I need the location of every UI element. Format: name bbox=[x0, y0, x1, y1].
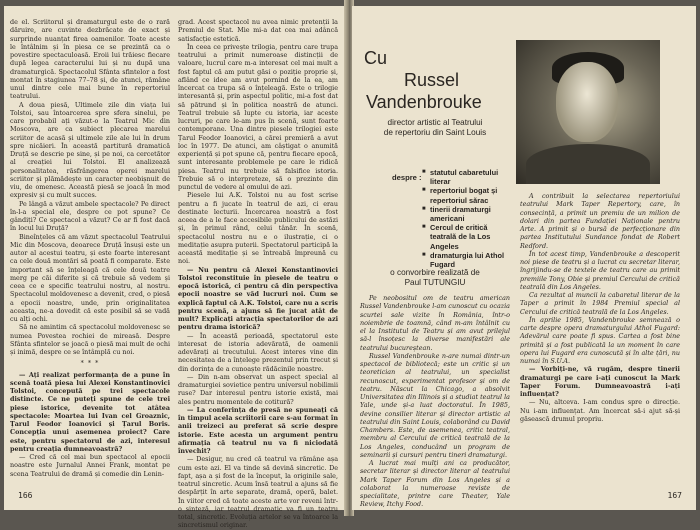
title-word-2: Russel bbox=[404, 70, 460, 90]
portrait-shoulders bbox=[526, 144, 650, 184]
interview-question: — La conferința de presă ne spuneați că în timpul acela scriitorii care s-au format în anii treizeci au preferat să scrie despre istorie. Este acesta un argument pentru afirmația că teatrul nu va fi niciodată învechit? bbox=[178, 405, 338, 455]
paragraph: Russel Vandenbrouke n-are numai dintr-un spectacol de bibliotecă; este un critic și un teoretician al teatrului, un specialist recunoscut, experimentat profesor și om de teatru. Născut la Chicago, a absolvit Universitatea din Illinois și a studiat teatrul la Yale, unde și-a luat doctoratul. În 1985, devine consilier literar și director artistic al teatrului din Saint Louis, colaborând cu David Chambers. Este, de asemenea, critic teatral, membru al Cercului de critică teatrală de la Los Angeles, conducând un program de seminarii și cursuri pentru tineri dramaturgi. bbox=[360, 351, 510, 459]
paragraph: — Nu, altceva. I-am condus spre o direcție. Nu i-am influențat. Am încercat să-i ajut să-și găsească drumul propriu. bbox=[520, 398, 680, 423]
paragraph: În ceea ce privește trilogia, pentru care trupa teatrului a primit numeroase distincții de valoare, lucrul care m-a interesat cel mai mult a fost faptul că am putut găsi o poziție proprie și, aflând ce idee am avut pornind de la ea, am încercat ca trupa să o înțeleagă. Este o trilogie interesantă și, prin aspectul politic, mi-a fost dat să pătrund și în politica noastră de atunci. Teatrul trebuie să lupte cu istoria, iar aceste lucruri, pe care le-am pus în scenă, sunt foarte contemporane. Una dintre piesele trilogiei este Țarul Feodor Ioanovici, a cărei premieră a avut loc în 1977. De atunci, am câștigat o anumită experiență și pot spune că, pentru fiecare epocă, sunt interesante problemele pe care le ridică piesa. Teatrul nu trebuie să falsifice istoria. Trebuie să o interpreteze, să o prezinte din punctul de vedere al omului de azi. bbox=[178, 42, 338, 191]
left-page-column-1 bbox=[10, 18, 170, 478]
paragraph: În tot acest timp, Vandenbrouke a descoperit noi piese de teatru și a lucrat cu secretar literar, îngrijindu-se de textele de teatru care au primit premiile Tony, Obie și premiul Cercului de critică teatrală din Los Angeles. bbox=[520, 249, 680, 291]
topic-item: ■ repertoriul bogat și repertoriul sărac bbox=[422, 186, 514, 204]
interview-question: — Ați realizat performanța de a pune în scenă toată piesa lui Alexei Konstantinovici Tolstoi, concepută pe trei spectacole distincte. Ce ne puteți spune de cele trei piese istorice, devenite tot atâtea spectacole: Moartea lui Ivan cel Groaznic, Țarul Feodor Ioanovici și Țarul Boris. Concepția unui asemenea proiect? Care este, pentru spectatorul de azi, interesul pentru creația dumneavoastră? bbox=[10, 370, 170, 453]
paragraph: — Cred că cel mai bun spectacol al epocii noastre este Jurnalul Annei Frank, montat pe scena Teatrului de dramă și comedie din Lenin- bbox=[10, 453, 170, 478]
byline bbox=[360, 268, 510, 288]
paragraph: grad. Acest spectacol nu avea nimic pretenții la Premiul de Stat. Mie mi-a dat cea mai adâncă satisfacție estetică. bbox=[178, 18, 338, 43]
topic-item: ■ dramaturgia lui Athol Fugard bbox=[422, 251, 514, 269]
page-number: 166 bbox=[18, 491, 33, 500]
topic-item: ■ statutul cabaretului literar bbox=[422, 168, 514, 186]
role-line: director artistic al Teatrului bbox=[387, 118, 483, 127]
paragraph: Pe neobositul om de teatru american Russel Vandenbrouke l-am cunoscut cu ocazia scurtei sale vizite în România, într-o noiembrie de toamnă, când m-am întâlnit cu el la Institutul de Teatru și am avut prilejul să-l însoțesc la diverse manifestări ale teatrului bucureștean. bbox=[360, 294, 510, 352]
left-page bbox=[4, 6, 346, 530]
interview-question: — Nu pentru că Alexei Konstantinovici Tolstoi reconstituie în piesele de teatru o epocă istorică, ci pentru că din perspectiva epocii noastre se văd lucruri noi. Cum se explică faptul că A.K. Tolstoi, care nu a scris pentru scenă, a ajuns să fie jucat atât de mult? Explicați atracția spectatorilor de azi pentru drama istorică? bbox=[178, 265, 338, 332]
byline-label: o convorbire realizată de bbox=[390, 268, 480, 277]
section-separator: * * * bbox=[80, 359, 100, 368]
right-page-column-1 bbox=[360, 294, 510, 509]
paragraph: de el. Scriitorul și dramaturgul este de o rară dăruire, are cuvinte dezbrăcate de exact și surprinde nuanțat firea oamenilor. Toate aceste le întâlnim și în piesa ce se prezintă ca o povestire spectaculoasă. Eroii lui trăiesc fiecare după legea caracterului lui și nu după una dramaturgică. Spectacolul Sfânta sfintelor a fost montat în stagiunea 77–78 și, de atunci, rămâne unul dintre cele mai bune în repertoriul teatrului. bbox=[10, 18, 170, 101]
paragraph: Piesele lui A.K. Tolstoi nu au fost scrise pentru a fi jucate în teatrul de azi, ci erau destinate lecturii. Încercarea noastră a fost aceea de a le face accesibile publicului de astăzi și, în primul rând, celui tânăr. În scenă, spectacolul nostru nu e o ilustrație, ci o meditație asupra puterii. Spectatorul participă la această meditație și se întreabă împreună cu noi. bbox=[178, 191, 338, 266]
page-number: 167 bbox=[667, 491, 682, 500]
paragraph: A doua piesă, Ultimele zile din viața lui Tolstoi, sau întoarcerea spre sfera sinelui, pe care probabil ați văzut-o la Teatrul Mic din Moscova, are ca subiect plecarea marelui scriitor de acasă și ultimele zile ale lui în drum spre nicăieri. În această partitură dramatică Druță se descrie pe sine, și pe noi, ca cercetător al creației lui Tolstoi. El analizează personalitatea, răsfrângerea operei marelui scriitor și plămădește un caracter neobișnuit de viu, de omenesc. Această piesă se joacă în mod expresiv și cu mult succes. bbox=[10, 100, 170, 200]
paragraph: Pe lângă a văzut ambele spectacole? Pe direct în-l-a special ele, despre ce pot spune? Ce gândiți? Ce spectacol a văzut? Ce ar fi fost dacă în locul lui Druță? bbox=[10, 199, 170, 233]
left-page-column-2 bbox=[178, 18, 338, 530]
role-line: de repertoriu din Saint Louis bbox=[383, 127, 487, 137]
title-word-1: Cu bbox=[364, 48, 388, 68]
interview-question: — Vorbiți-ne, vă rugăm, despre tinerii dramaturgi pe care i-ați cunoscut la Mark Taper Forum. Dumneavoastră i-ați influențat? bbox=[520, 365, 680, 398]
paragraph: — Desigur, nu cred că teatrul va rămâne așa cum este azi. El va tinde să devină sincretic. De fapt, așa a și fost de la început, la originile sale, teatrul sincretic. Acum însă teatrul a ajuns să fie despărțit în arte separate, dramă, operă, balet. În viitor cred că toate aceste arte vor reveni într-o sinteză, iar teatrul dramatic va fi un teatru total, sincretic. Evoluția artelor se va întoarce la sincretismul originar. bbox=[178, 455, 338, 530]
topic-item: ■ Cercul de critică teatrală de la Los Angeles bbox=[422, 223, 514, 251]
paragraph: Să ne amintim că spectacolul moldovenesc se numea Povestea rochiei de mireasă. Despre Sfânta sfintelor se joacă o piesă mai mult de ochi și inimă, despre ce se întâmplă cu noi. bbox=[10, 323, 170, 356]
portrait-face bbox=[556, 62, 618, 142]
paragraph: — Din n-am observat un aspect special al dramaturgiei sovietice pentru universul nobilimii ruse? Dar interesul pentru istorie există, mai ales pentru momentele de cotitură? bbox=[178, 372, 338, 406]
topics-label: despre : bbox=[392, 173, 422, 182]
right-page bbox=[352, 6, 696, 510]
title-word-3: Vandenbrouke bbox=[366, 92, 482, 112]
byline-author: Paul TUTUNGIU bbox=[404, 277, 466, 287]
paragraph: Bineînțeles că am văzut spectacolul Teatrului Mic din Moscova, deoarece Druță însuși este un autor al acestui teatru, și este foarte interesant ca cele două montări să poată fi comparate. Este important să se înțeleagă că cele două teatre merg pe căi diferite și că trebuie să vedem și ceea ce e specific teatrului nostru, al nostru. Spectacolul moldovenesc a devenit, cred, o piesă a epocii noastre, unde, prin originalitatea aceasta, ne-a dovedit că este posibil să se vadă cu alți ochi. bbox=[10, 232, 170, 323]
paragraph: Ca rezultat al muncii la cabaretul literar de la Taper a primit în 1984 Premiul special al Cercului de critică teatrală de la Los Angeles. bbox=[520, 291, 680, 316]
paragraph: A contribuit la selectarea repertoriului teatrului Mark Taper Repertory, care, în consecință, a primit un premiu de un milion de dolari din partea Fundației Naționale pentru Arte. A primit și o bursă de perfecționare din partea Institutului Sundance fondat de Robert Redford. bbox=[520, 192, 680, 250]
topic-item: ■ tinerii dramaturgi americani bbox=[422, 205, 514, 223]
paragraph: A lucrat mai mulți ani ca producător, secretar literar și director literar al teatrului Mark Taper Forum din Los Angeles și a colaborat la numeroase reviste de specialitate, printre care Theater, Yale Review, Itchy Food. bbox=[360, 459, 510, 509]
paragraph: — În această perioadă, spectatorul este interesat de istoria adevărată, de oamenii adevărați ai trecutului. Acest interes vine din necesitatea de a înțelege prezentul prin trecut și din dorința de a cunoaște rădăcinile noastre. bbox=[178, 331, 338, 373]
paragraph: În aprilie 1985, Vandenbrouke semnează o carte despre opera dramaturgului Athol Fugard: Adevărul care poate fi spus. Cartea a fost bine primită și a fost publicată la un moment în care opera lui Fugard era cunoscută și în alte țări, nu numai în S.U.A. bbox=[520, 315, 680, 365]
role-subtitle bbox=[360, 118, 510, 137]
portrait-photo bbox=[516, 40, 660, 184]
right-page-column-2 bbox=[520, 192, 680, 423]
topics-list bbox=[422, 168, 514, 269]
